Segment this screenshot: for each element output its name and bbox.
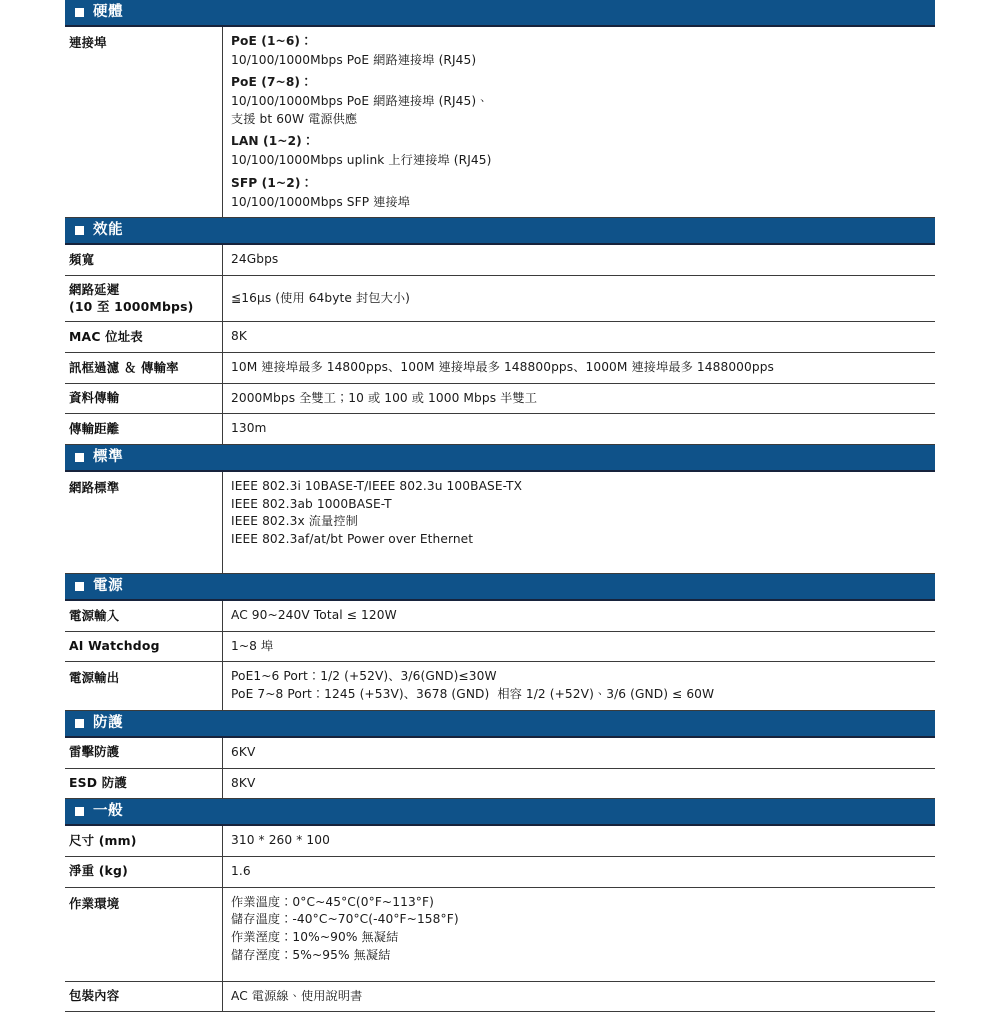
spec-value-line: 2000Mbps 全雙工；10 或 100 或 1000 Mbps 半雙工 bbox=[231, 390, 537, 405]
spec-label-line: 頻寬 bbox=[69, 251, 95, 267]
section-header-performance bbox=[65, 218, 935, 245]
spec-value-line: 130m bbox=[231, 421, 267, 436]
spec-value-line: 支援 bt 60W 電源供應 bbox=[231, 111, 358, 126]
section-title: 效能 bbox=[93, 222, 124, 239]
spec-value-line: 10/100/1000Mbps PoE 網路連接埠 (RJ45)、 bbox=[231, 94, 489, 109]
spec-value-group bbox=[231, 133, 929, 169]
spec-value-cell bbox=[222, 245, 935, 275]
spec-label-cell bbox=[65, 27, 222, 217]
spec-value-line: 作業溼度：10%~90% 無凝結 bbox=[231, 929, 399, 944]
specification-table bbox=[65, 0, 935, 1012]
spec-value-line: 1.6 bbox=[231, 863, 251, 878]
square-bullet-icon bbox=[75, 582, 84, 591]
spec-value-line: 儲存溼度：5%~95% 無凝結 bbox=[231, 947, 391, 962]
spec-value-line: ≦16μs (使用 64byte 封包大小) bbox=[231, 290, 411, 305]
spec-label-line: 網路延遲 bbox=[69, 281, 120, 297]
spec-value-cell bbox=[222, 632, 935, 662]
square-bullet-icon bbox=[75, 226, 84, 235]
spec-label-line: 包裝內容 bbox=[69, 988, 120, 1004]
spec-row bbox=[65, 769, 935, 800]
spec-value-line: PoE1~6 Port：1/2 (+52V)、3/6(GND)≤30W bbox=[231, 669, 497, 684]
spec-value-cell bbox=[222, 27, 935, 217]
spec-value-cell bbox=[222, 826, 935, 856]
spec-value-cell bbox=[222, 982, 935, 1012]
spec-value-cell bbox=[222, 857, 935, 887]
spec-value-heading: PoE (7~8)： bbox=[231, 75, 313, 90]
spec-label-line: 連接埠 bbox=[69, 35, 107, 50]
spec-label-line: MAC 位址表 bbox=[69, 328, 143, 344]
spec-row bbox=[65, 245, 935, 276]
spec-label-cell bbox=[65, 384, 222, 414]
spec-label-cell bbox=[65, 826, 222, 856]
spec-value-line: 作業溫度：0°C~45°C(0°F~113°F) bbox=[231, 894, 434, 909]
spec-value-line: 6KV bbox=[231, 744, 256, 759]
spec-label-line: 網路標準 bbox=[69, 480, 120, 496]
spec-value-line: 8KV bbox=[231, 775, 256, 790]
spec-value-line: PoE 7~8 Port：1245 (+53V)、3678 (GND) 相容 1/2 (+52V)、3/6 (GND) ≤ 60W bbox=[231, 687, 715, 702]
square-bullet-icon bbox=[75, 8, 84, 17]
spec-label-line: 雷擊防護 bbox=[69, 744, 120, 760]
spec-value-cell bbox=[222, 662, 935, 709]
spec-label-cell bbox=[65, 738, 222, 768]
spec-label-line: AI Watchdog bbox=[69, 638, 160, 654]
spec-value-cell bbox=[222, 276, 935, 321]
spec-value-line: 10/100/1000Mbps SFP 連接埠 bbox=[231, 194, 411, 209]
spec-label-cell bbox=[65, 353, 222, 383]
section-header-standards bbox=[65, 445, 935, 472]
spec-value-cell bbox=[222, 472, 935, 573]
spec-label-cell bbox=[65, 888, 222, 981]
spec-label-cell bbox=[65, 276, 222, 321]
spec-row bbox=[65, 632, 935, 663]
spec-label-line: 訊框過濾 ＆ 傳輸率 bbox=[69, 359, 179, 375]
section-title: 硬體 bbox=[93, 4, 124, 21]
spec-value-cell bbox=[222, 738, 935, 768]
spec-label-cell bbox=[65, 857, 222, 887]
spec-value-line: 24Gbps bbox=[231, 252, 279, 267]
spec-value-line: IEEE 802.3i 10BASE-T/IEEE 802.3u 100BASE-TX bbox=[231, 479, 523, 494]
square-bullet-icon bbox=[75, 719, 84, 728]
spec-label-line: 作業環境 bbox=[69, 895, 120, 911]
spec-label-line: 尺寸 (mm) bbox=[69, 832, 137, 848]
spec-row bbox=[65, 601, 935, 632]
spec-value-heading: LAN (1~2)： bbox=[231, 134, 315, 149]
spec-row bbox=[65, 738, 935, 769]
spec-value-line: 8K bbox=[231, 329, 247, 344]
spec-value-line: 10M 連接埠最多 14800pps、100M 連接埠最多 148800pps、1000M 連接埠最多 1488000pps bbox=[231, 360, 775, 375]
section-title: 防護 bbox=[93, 715, 124, 732]
spec-value-cell bbox=[222, 769, 935, 799]
spec-label-cell bbox=[65, 769, 222, 799]
spec-row bbox=[65, 27, 935, 218]
spec-row bbox=[65, 857, 935, 888]
spec-value-cell bbox=[222, 322, 935, 352]
spec-label-line: 電源輸出 bbox=[69, 670, 120, 686]
spec-value-line: 10/100/1000Mbps uplink 上行連接埠 (RJ45) bbox=[231, 153, 492, 168]
spec-value-heading: PoE (1~6)： bbox=[231, 34, 313, 48]
spec-row bbox=[65, 414, 935, 445]
spec-label-line: (10 至 1000Mbps) bbox=[69, 298, 194, 314]
spec-value-group bbox=[231, 33, 929, 69]
spec-row bbox=[65, 982, 935, 1012]
spec-value-cell bbox=[222, 414, 935, 444]
spec-value-line: IEEE 802.3ab 1000BASE-T bbox=[231, 496, 392, 511]
section-header-power bbox=[65, 574, 935, 601]
spec-value-cell bbox=[222, 353, 935, 383]
spec-value-group bbox=[231, 175, 929, 211]
spec-value-cell bbox=[222, 888, 935, 981]
spec-row bbox=[65, 888, 935, 982]
spec-label-cell bbox=[65, 662, 222, 709]
spec-label-cell bbox=[65, 472, 222, 573]
spec-value-line: 10/100/1000Mbps PoE 網路連接埠 (RJ45) bbox=[231, 52, 477, 67]
section-header-protection bbox=[65, 711, 935, 738]
section-title: 標準 bbox=[93, 449, 124, 466]
spec-value-line: IEEE 802.3x 流量控制 bbox=[231, 514, 358, 529]
spec-value-line: AC 電源線、使用說明書 bbox=[231, 988, 363, 1003]
spec-label-line: 資料傳輸 bbox=[69, 390, 120, 406]
section-title: 電源 bbox=[93, 578, 124, 595]
spec-value-heading: SFP (1~2)： bbox=[231, 175, 313, 190]
spec-label-cell bbox=[65, 632, 222, 662]
spec-label-cell bbox=[65, 601, 222, 631]
square-bullet-icon bbox=[75, 807, 84, 816]
section-title: 一般 bbox=[93, 803, 124, 820]
spec-value-cell bbox=[222, 384, 935, 414]
spec-label-line: 傳輸距離 bbox=[69, 420, 120, 436]
spec-row bbox=[65, 826, 935, 857]
spec-value-line: 儲存溫度：-40°C~70°C(-40°F~158°F) bbox=[231, 912, 459, 927]
spec-row bbox=[65, 472, 935, 574]
square-bullet-icon bbox=[75, 453, 84, 462]
spec-row bbox=[65, 276, 935, 322]
spec-label-cell bbox=[65, 245, 222, 275]
spec-value-line: 310 * 260 * 100 bbox=[231, 833, 330, 848]
spec-value-line: IEEE 802.3af/at/bt Power over Ethernet bbox=[231, 532, 474, 547]
spec-label-cell bbox=[65, 982, 222, 1012]
spec-label-line: 淨重 (kg) bbox=[69, 863, 128, 879]
section-header-hardware bbox=[65, 0, 935, 27]
spec-row bbox=[65, 384, 935, 415]
spec-value-line: 1~8 埠 bbox=[231, 638, 274, 653]
spec-label-line: ESD 防護 bbox=[69, 775, 127, 790]
spec-row bbox=[65, 322, 935, 353]
spec-row bbox=[65, 662, 935, 710]
spec-value-cell bbox=[222, 601, 935, 631]
section-header-general bbox=[65, 799, 935, 826]
spec-label-line: 電源輸入 bbox=[69, 607, 120, 623]
spec-value-group bbox=[231, 74, 929, 128]
spec-label-cell bbox=[65, 322, 222, 352]
spec-label-cell bbox=[65, 414, 222, 444]
spec-value-line: AC 90~240V Total ≤ 120W bbox=[231, 608, 397, 623]
spec-row bbox=[65, 353, 935, 384]
